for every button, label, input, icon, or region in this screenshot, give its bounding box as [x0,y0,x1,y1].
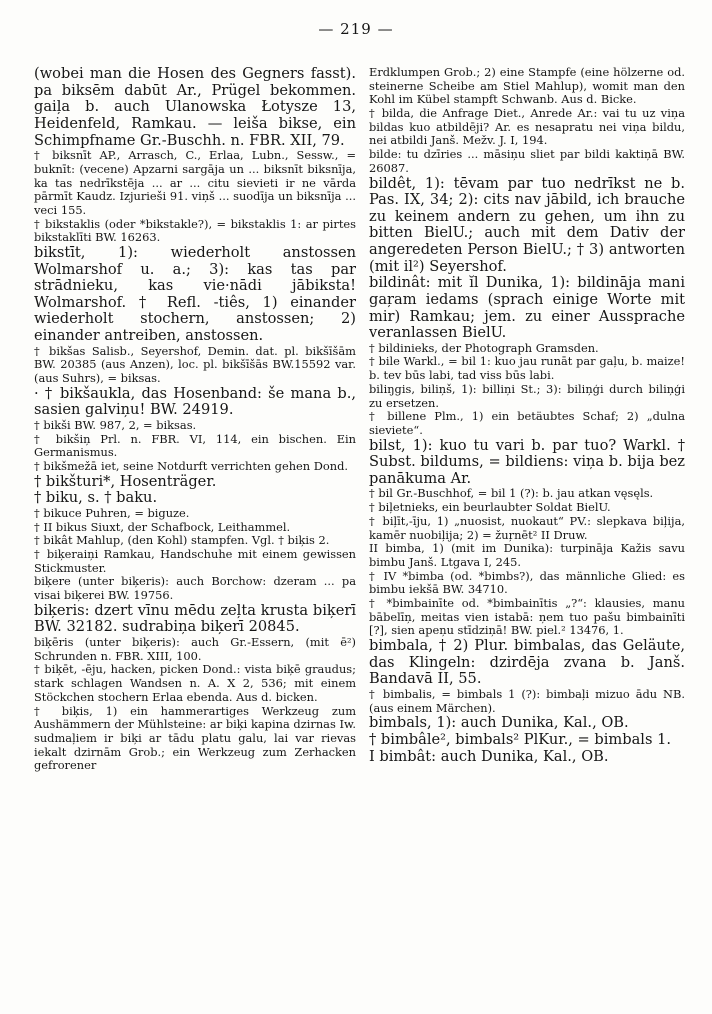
dictionary-entry: I bimbât: auch Dunika, Kal., OB. [369,747,609,765]
dictionary-entry: biliŋgis, biliņš, 1): billiņi St.; 3): biliņģi durch biliņģi zu ersetzen. [369,381,685,410]
dictionary-entry: † biķēt, -ēju, hacken, picken Dond.: vista biķē graudus; stark schlagen Wandsen n. A. X 2, 536; mit einem Stöckchen stochern Erlaa ebenda. Aus d. bicken. [34,662,356,704]
dictionary-entry: † bilda, die Anfrage Diet., Anrede Ar.: vai tu uz viņa bildas kuo atbildēji? Ar. es nesapratu nei viņa bildu, nei atbildi Janš. Mežv. J. I, 194. [369,106,685,148]
dictionary-entry: † bikât Mahlup, (den Kohl) stampfen. Vgl. † biķis 2. [34,533,330,548]
dictionary-entry: bildе: tu dzīries ... māsiņu sliet par bildi kaktiņā BW. 26087. [369,147,685,175]
dictionary-entry: † biķis, 1) ein hammerartiges Werkzeug zum Aushämmern der Mühlsteine: ar biķi kapina dzirnas Iw. sudmaļiem ir biķi ar tādu platu galu, lai var rievas iekalt dzirnām Grob.; ein Werkzeug zum Zerhacken gefrorener [34,703,356,773]
dictionary-entry: (wobei man die Hosen des Gegners fasst). pa biksēm dabūt Ar., Prügel bekommen. gaiļa b. auch Ulanowska Łotysze 13, Heidenfeld, Ramkau. — leiša bikse, ein Schimpfname Gr.-Buschh. n. FBR. XII, 79. [34,66,356,149]
dictionary-entry: † bikši BW. 987, 2, = biksas. [34,418,197,432]
dictionary-entry: † bil Gr.-Buschhof, = bil 1 (?): b. jau atkan vęsęls. [369,486,654,501]
dictionary-entry: † bildinieks, der Photograph Gramsden. [369,340,599,355]
dictionary-entry: † bikstaklis (oder *bikstakle?), = bikstaklis 1: ar pirtes bikstaklīti BW. 16263. [34,216,356,245]
dictionary-entry: bildêt, 1): tēvam par tuo nedrīkst ne b. Pas. IX, 34; 2): cits nav jābild, ich brauche zu keinem andern zu gehen, um ihn zu bitten BielU.; auch mit dem Dativ der angeredeten Person BielU.; † 3) antworten (mit il²) Seyershof. [369,174,685,275]
dictionary-entry: † IV *bimba (od. *bimbs?), das männliche Glied: es bimbu iekšā BW. 34710. [369,568,685,597]
dictionary-entry: biķere (unter biķeris): auch Borchow: dzeram ... pa visai biķerei BW. 19756. [34,574,356,603]
dictionary-entry: † biku, s. † baku. [34,489,158,507]
dictionary-entry: † biļetnieks, ein beurlaubter Soldat BielU. [369,500,611,515]
dictionary-entry: † bikšturi*, Hosenträger. [34,472,217,490]
dictionary-entry: † bimbâle², bimbals² PlKur., = bimbals 1. [369,730,672,748]
dictionary-entry: † billene Plm., 1) ein betäubtes Schaf; 2) „dulna sieviete“. [369,409,685,437]
left-column [34,66,356,1004]
dictionary-entry: † bikuce Puhren, = biguze. [34,506,190,520]
dictionary-entry: bimbala, † 2) Plur. bimbalas, das Geläute, das Klingeln: dzirdēja zvana b. Janš. Bandavā II, 55. [369,637,685,688]
dictionary-entry: † biksnīt AP., Arrasch, C., Erlaa, Lubn., Sessw., = buknīt: (vecene) Apzarni sargāja un ... biksnīt biksnīja, ka tas nedrīkstēja ... ar ... citu sievieti ir ne vārda pārmīt Kaudz. Izjurieši 91. viņš ... suodīja un biksnīja ... veci 155. [34,148,356,217]
dictionary-entry: bildinât: mit ĭl Dunika, 1): bildināja mani gaŗam iedams (sprach einige Worte mit mir) Ramkau; jem. zu einer Aussprache veranlassen BielU. [369,274,685,342]
dictionary-entry: † *bimbainīte od. *bimbainītis „?“: klausies, manu bābelīņ, meitas vien istabā: ņem tuo pašu bimbainīti [?], sien apeņu stīdziņā! BW. piel.² 13476, 1. [369,595,685,638]
dictionary-entry: † bikšmežā iet, seine Notdurft verrichten gehen Dond. [34,459,348,474]
dictionary-entry: Erdklumpen Grob.; 2) eine Stampfe (eine hölzerne od. steinerne Scheibe am Stiel Mahlup), womit man den Kohl im Kübel stampft Schwanb. Aus d. Bicke. [369,66,685,107]
dictionary-entry: † bikšiņ Prl. n. FBR. VI, 114, ein bischen. Ein Germanismus. [34,431,356,460]
page-number: — 219 — [318,20,394,38]
dictionary-entry: · † bikšaukla, das Hosenband: še mana b., sasien galviņu! BW. 24919. [34,384,356,419]
dictionary-entry: biķeris: dzert vīnu mēdu zeļta krusta biķerī BW. 32182. sudrabiņa biķerī 20845. [34,601,356,636]
dictionary-entry: bimbals, 1): auch Dunika, Kal., OB. [369,714,629,732]
dictionary-entry: bilst, 1): kuo tu vari b. par tuo? Warkl. † Subst. bildums, = bildiens: viņa b. bija bez panākuma Ar. [369,436,685,487]
dictionary-entry: † bikšas Salisb., Seyershof, Demin. dat. pl. bikšīšām BW. 20385 (aus Anzen), loc. pl. bikšīšās BW.15592 var. (aus Suhrs), = biksas. [34,343,356,386]
dictionary-entry: biķēris (unter biķeris): auch Gr.-Essern, (mit ē²) Schrunden n. FBR. XIII, 100. [34,635,356,663]
dictionary-entry: † bile Warkl., = bil 1: kuo jau runāt par gaļu, b. maize! b. tev būs labi, tad viss būs labi. [369,354,685,383]
dictionary-entry: † II bikus Siuxt, der Schafbock, Leithammel. [34,519,291,534]
dictionary-entry: † biķeraiņi Ramkau, Handschuhe mit einem gewissen Stickmuster. [34,547,356,575]
dictionary-entry: † bimbalis, = bimbals 1 (?): bimbaļi mizuo ādu NB. (aus einem Märchen). [369,686,685,715]
dictionary-entry: bikstīt, 1): wiederholt anstossen Wolmarshof u. a.; 3): kas tas par strādnieku, kas vie·nādi jābiksta! Wolmarshof. † Refl. -tiês, 1) einander wiederholt stochern, anstossen; 2) einander antreiben, anstossen. [34,243,356,345]
right-column [369,66,685,1004]
dictionary-entry: II bimba, 1) (mit im Dunika): turpināja Kažis savu bimbu Janš. Ltgava I, 245. [369,541,685,569]
dictionary-entry: † biļīt,-īju, 1) „nuosist, nuokaut“ PV.: slepkava biļija, kamēr nuobiļija; 2) = žuŗnēt² II Druw. [369,513,685,542]
